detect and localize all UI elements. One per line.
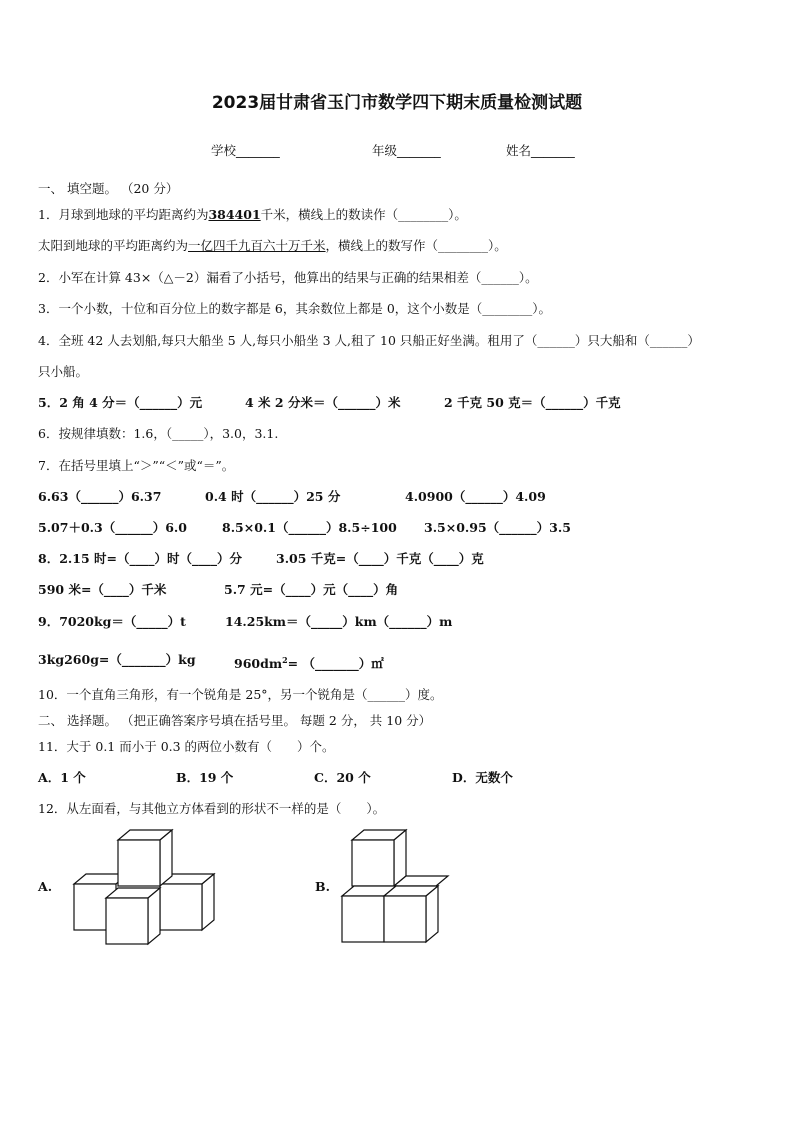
q11-option-d: D．无数个 (452, 770, 513, 785)
q12-figure-b (338, 828, 458, 948)
cube-b-right-front (384, 896, 426, 942)
question-10: 10．一个直角三角形，有一个锐角是 25°，另一个锐角是（______）度。 (38, 687, 443, 702)
q1b-number: 一亿四千九百六十万千米 (188, 238, 326, 253)
section-2-heading: 二、 选择题。 （把正确答案序号填在括号里。 每题 2 分， 共 10 分） (38, 713, 432, 728)
q7-item-4: 5.07＋0.3（______）6.0 (38, 520, 187, 535)
question-3: 3．一个小数，十位和百分位上的数字都是 6，其余数位上都是 0，这个小数是（________）。 (38, 301, 552, 316)
cube-a-top-side (160, 830, 172, 886)
question-2: 2．小军在计算 43×（△－2）漏看了小括号，他算出的结果与正确的结果相差（______）。 (38, 270, 538, 285)
cube-a-top-front (118, 840, 160, 886)
q9-item-4-prefix: 960dm (234, 656, 283, 672)
cube-a-front-front (106, 898, 148, 944)
q7-item-2: 0.4 时（______）25 分 (205, 489, 341, 504)
q9-item-2: 14.25km＝（_____）km（______）m (225, 614, 453, 629)
q8-item-3: 590 米=（____）千米 (38, 582, 167, 597)
q1a-prefix: 1．月球到地球的平均距离约为 (38, 207, 209, 222)
question-5-part3: 2 千克 50 克＝（______）千克 (444, 395, 621, 410)
q9-item-3: 3kg260g=（_______）kg (38, 652, 196, 667)
q11-option-b: B．19 个 (176, 770, 234, 785)
q9-item-1: 9．7020kg＝（_____）t (38, 614, 186, 629)
q7-item-6: 3.5×0.95（______）3.5 (424, 520, 571, 535)
q7-item-3: 4.0900（______）4.09 (405, 489, 546, 504)
section-1-heading: 一、 填空题。 （20 分） (38, 181, 179, 196)
grade-field: 年级_______ (372, 143, 441, 158)
question-4-line2: 只小船。 (38, 364, 89, 379)
q9-item-4 (234, 651, 384, 673)
cube-a-back-right-front (160, 884, 202, 930)
q12-label-b: B. (315, 879, 330, 894)
q9-item-4-sup: 2 (282, 655, 288, 665)
question-5-part2: 4 米 2 分米＝（______）米 (245, 395, 401, 410)
q8-item-1: 8．2.15 时=（____）时（____）分 (38, 551, 242, 566)
q12-label-a: A. (38, 879, 53, 894)
question-4-line1: 4．全班 42 人去划船,每只大船坐 5 人,每只小船坐 3 人,租了 10 只船正好坐满。租用了（______）只大船和（______） (38, 333, 700, 348)
q1a-suffix: 千米，横线上的数读作（________）。 (260, 207, 467, 222)
q11-option-a: A．1 个 (38, 770, 86, 785)
name-field: 姓名_______ (506, 143, 575, 158)
q12-figure-a (70, 826, 220, 948)
q1b-prefix: 太阳到地球的平均距离约为 (38, 238, 189, 253)
q8-item-2: 3.05 千克=（____）千克（____）克 (276, 551, 484, 566)
q7-item-5: 8.5×0.1（______）8.5÷100 (222, 520, 397, 535)
question-12: 12．从左面看，与其他立方体看到的形状不一样的是（ ）。 (38, 801, 386, 816)
q1a-number: 384401 (208, 207, 261, 222)
q8-item-4: 5.7 元=（____）元（____）角 (224, 582, 399, 597)
question-7: 7．在括号里填上“＞”“＜”或“＝”。 (38, 458, 235, 473)
page-title: 2023届甘肃省玉门市数学四下期末质量检测试题 (211, 93, 583, 113)
cube-b-left-front (342, 896, 384, 942)
q1b-suffix: ，横线上的数写作（________）。 (325, 238, 507, 253)
q7-item-1: 6.63（______）6.37 (38, 489, 162, 504)
question-6: 6．按规律填数：1.6，（_____），3.0，3.1. (38, 426, 279, 441)
q9-item-4-suffix: = （_______）㎡ (287, 656, 384, 672)
question-1a (38, 206, 467, 224)
cube-a-front-side (148, 888, 160, 944)
question-5-part1: 5．2 角 4 分＝（______）元 (38, 395, 203, 410)
question-11: 11．大于 0.1 而小于 0.3 的两位小数有（ ）个。 (38, 739, 335, 754)
cube-b-top-front (352, 840, 394, 886)
cube-b-right-side (426, 886, 438, 942)
question-1b (38, 237, 507, 255)
school-field: 学校_______ (211, 143, 280, 158)
q11-option-c: C．20 个 (314, 770, 371, 785)
cube-a-back-right-side (202, 874, 214, 930)
